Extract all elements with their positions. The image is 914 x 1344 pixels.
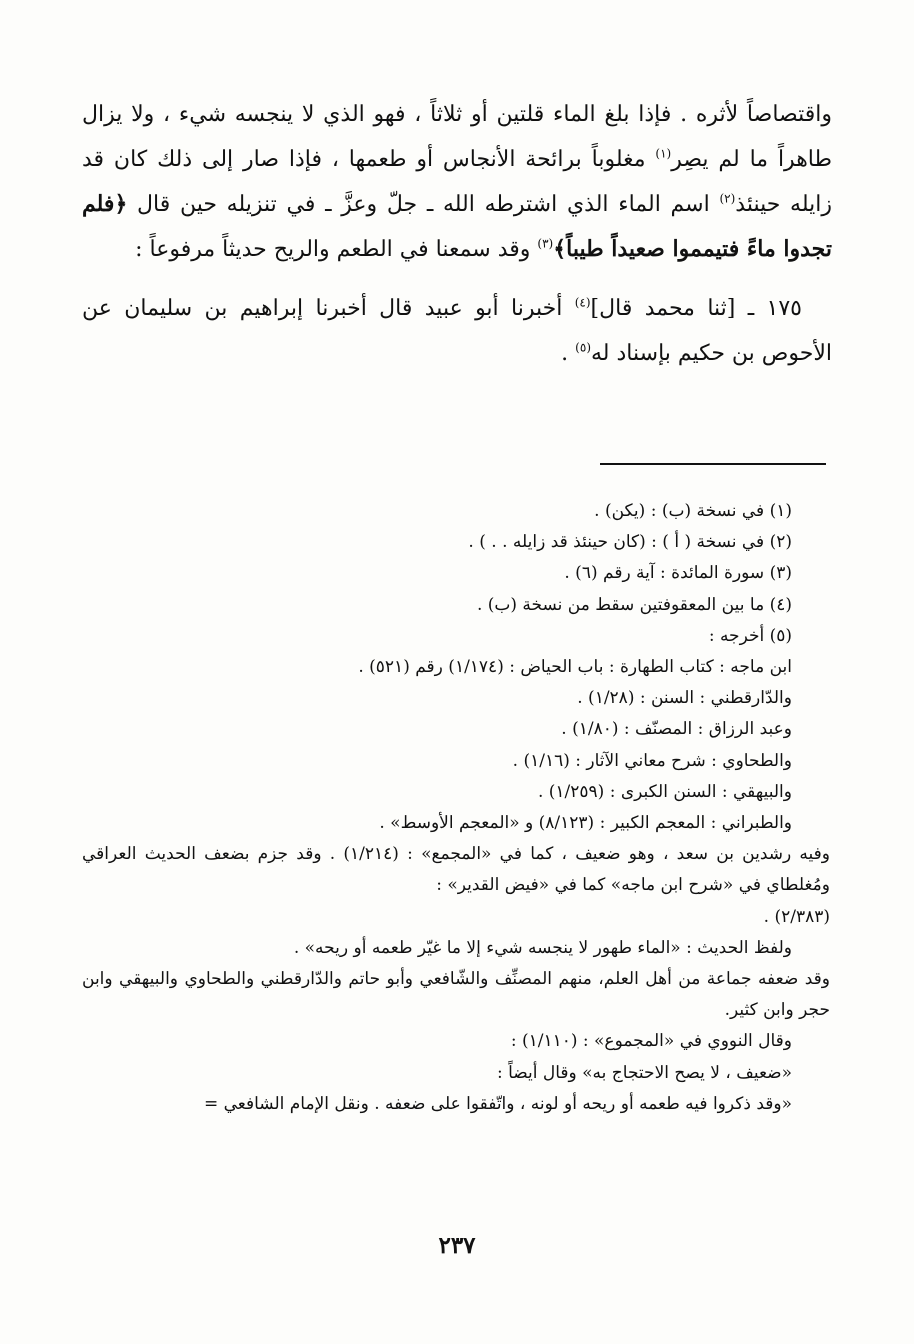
text-segment: وقد سمعنا في الطعم والريح حديثاً مرفوعاً : <box>135 237 538 262</box>
footnote-line: والبيهقي : السنن الكبرى : (١/٢٥٩) . <box>537 781 792 802</box>
paragraph-1 <box>82 92 832 272</box>
footnote-line: وقال النووي في «المجموع» : (١/١١٠) : <box>510 1031 792 1052</box>
footnote-5: (٥) أخرجه : <box>708 625 792 646</box>
footnote-paragraph: وفيه رشدين بن سعد ، وهو ضعيف ، كما في «المجمع» : (١/٢١٤) . وقد جزم بضعف الحديث العراقي ومُغلطاي في «شرح ابن ماجه» كما في «فيض القدير» : <box>82 844 830 896</box>
text-segment: اسم الماء الذي اشترطه الله ـ جلّ وعزَّ ـ في تنزيله حين قال <box>127 192 720 217</box>
footnotes <box>82 496 830 1120</box>
footnote-line: والدّارقطني : السنن : (١/٢٨) . <box>577 688 792 709</box>
footnote-ref-5: (٥) <box>575 340 591 355</box>
footnote-line: والطحاوي : شرح معاني الآثار : (١/١٦) . <box>512 750 792 771</box>
main-text <box>82 92 832 376</box>
footnote-ref-4: (٤) <box>574 295 591 310</box>
footnote-ref-3: (٣) <box>537 236 554 251</box>
footnote-line: ولفظ الحديث : «الماء طهور لا ينجسه شيء إلا ما غيّر طعمه أو ريحه» . <box>293 937 792 958</box>
text-segment: . <box>561 341 576 366</box>
text-segment: مغلوباً برائحة الأنجاس أو طعمها ، فإذا صار إلى ذلك كان قد زايله حينئذ <box>82 147 832 217</box>
page-number: ٢٣٧ <box>438 1232 476 1259</box>
footnote-line: وعبد الرزاق : المصنّف : (١/٨٠) . <box>561 719 792 740</box>
footnote-line: والطبراني : المعجم الكبير : (٨/١٢٣) و «المعجم الأوسط» . <box>379 813 792 834</box>
footnote-ref-2: (٢) <box>719 191 736 206</box>
footnote-3: (٣) سورة المائدة : آية رقم (٦) . <box>564 563 792 584</box>
footnote-separator <box>600 463 826 465</box>
footnote-line: ابن ماجه : كتاب الطهارة : باب الحياض : (١/١٧٤) رقم (٥٢١) . <box>358 657 792 678</box>
text-segment: واقتصاصاً لأثره . فإذا بلغ الماء قلتين أو ثلاثاً ، فهو الذي لا ينجسه شيء ، ولا يزال طاهراً ما لم يصِر <box>82 102 833 172</box>
footnote-line: «ضعيف ، لا يصح الاحتجاج به» وقال أيضاً : <box>496 1062 792 1083</box>
footnote-4: (٤) ما بين المعقوفتين سقط من نسخة (ب) . <box>476 594 792 615</box>
footnote-line: (٢/٣٨٣) . <box>763 906 830 927</box>
footnote-line: «وقد ذكروا فيه طعمه أو ريحه أو لونه ، واتّفقوا على ضعفه . ونقل الإمام الشافعي = <box>203 1093 792 1114</box>
footnote-ref-1: (١) <box>655 146 672 161</box>
footnote-paragraph: وقد ضعفه جماعة من أهل العلم، منهم المصنِّف والشّافعي وأبو حاتم والدّارقطني والطحاوي والبيهقي وابن حجر وابن كثير. <box>82 969 830 1021</box>
text-segment: أخبرنا أبو عبيد قال أخبرنا إبراهيم بن سليمان عن الأحوص بن حكيم بإسناد له <box>82 296 832 366</box>
text-segment: ١٧٥ ـ [ثنا محمد قال] <box>590 296 802 321</box>
footnote-1: (١) في نسخة (ب) : (يكن) . <box>594 501 792 521</box>
footnote-2: (٢) في نسخة ( أ ) : (كان حينئذ قد زايله . . ) . <box>468 532 792 553</box>
quran-verse: ﴿فلم تجدوا ماءً فتيمموا صعيداً طيباً﴾ <box>82 191 832 262</box>
hadith-175 <box>82 286 832 376</box>
